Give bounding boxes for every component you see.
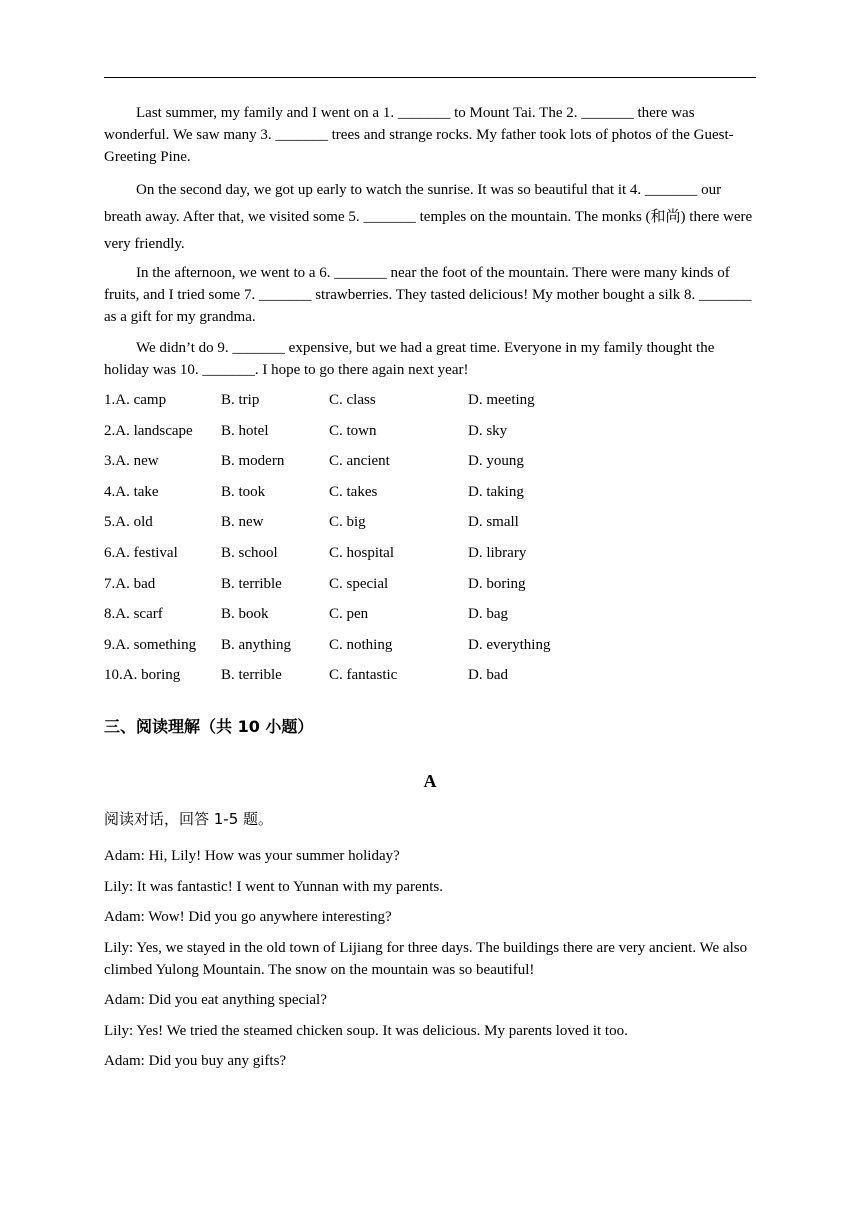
option-d: D. taking [468, 483, 524, 500]
option-row-5 [104, 509, 756, 540]
option-b: B. modern [221, 453, 285, 470]
dialogue-line: Lily: It was fantastic! I went to Yunnan with my parents. [104, 879, 443, 895]
option-c: C. takes [329, 483, 378, 500]
dialogue-line: Adam: Did you buy any gifts? [104, 1053, 287, 1069]
section-heading: 三、阅读理解（共 10 小题） [104, 717, 314, 736]
option-c: C. hospital [329, 544, 395, 561]
option-a: 10.A. boring [104, 667, 181, 684]
option-c: C. nothing [329, 636, 393, 653]
option-d: D. meeting [468, 392, 535, 408]
option-c: C. ancient [329, 453, 390, 470]
option-b: B. anything [221, 636, 291, 653]
passage-label: A [423, 771, 437, 791]
option-b: B. school [221, 544, 278, 561]
option-b: B. terrible [221, 667, 282, 684]
option-row-8 [104, 601, 756, 632]
option-d: D. small [468, 514, 519, 531]
option-a: 8.A. scarf [104, 606, 163, 623]
option-a: 3.A. new [104, 453, 159, 470]
option-row-9 [104, 632, 756, 663]
option-b: B. terrible [221, 575, 282, 592]
cloze-paragraph-1: Last summer, my family and I went on a 1. _______ to Mount Tai. The 2. _______ there was wonderful. We saw many 3. _______ trees and strange rocks. My father took lots of photos of the Guest-Greeting Pine. [104, 105, 734, 165]
option-a: 6.A. festival [104, 544, 178, 561]
cloze-paragraph-4: We didn’t do 9. _______ expensive, but we had a great time. Everyone in my family thought the holiday was 10. _______. I hope to go there again next year! [104, 340, 715, 378]
option-row-10 [104, 662, 756, 693]
option-a: 9.A. something [104, 636, 197, 653]
cloze-options [104, 387, 756, 693]
option-a: 4.A. take [104, 483, 159, 500]
header-rule [104, 77, 756, 78]
option-row-2 [104, 418, 756, 449]
dialogue-line: Lily: Yes, we stayed in the old town of Lijiang for three days. The buildings there are very ancient. We also climbed Yulong Mountain. The snow on the mountain was so beautiful! [104, 940, 748, 978]
option-d: D. bag [468, 606, 508, 623]
dialogue-line: Lily: Yes! We tried the steamed chicken soup. It was delicious. My parents loved it too. [104, 1023, 628, 1039]
option-a: 2.A. landscape [104, 422, 193, 439]
reading-instruction: 阅读对话，回答 1-5 题。 [104, 810, 274, 828]
cloze-paragraph-2: On the second day, we got up early to watch the sunrise. It was so beautiful that it 4. _______ our breath away. After that, we visited some 5. _______ temples on the mountain. The monks (和尚) there were very friendly. [104, 182, 753, 252]
option-d: D. library [468, 544, 527, 561]
option-c: C. pen [329, 606, 369, 623]
option-b: B. trip [221, 392, 260, 408]
option-c: C. big [329, 514, 366, 531]
option-d: D. boring [468, 575, 526, 592]
option-c: C. town [329, 422, 377, 439]
option-row-6 [104, 540, 756, 571]
option-c: C. special [329, 575, 389, 592]
option-row-1 [104, 387, 756, 418]
dialogue-line: Adam: Hi, Lily! How was your summer holiday? [104, 848, 400, 864]
option-b: B. book [221, 606, 269, 623]
option-a: 7.A. bad [104, 575, 156, 592]
option-row-4 [104, 479, 756, 510]
dialogue-line: Adam: Wow! Did you go anywhere interesting? [104, 909, 392, 925]
option-row-3 [104, 448, 756, 479]
option-row-7 [104, 571, 756, 602]
option-c: C. fantastic [329, 667, 398, 684]
option-d: D. everything [468, 636, 551, 653]
option-b: B. new [221, 514, 264, 531]
cloze-paragraph-3: In the afternoon, we went to a 6. _______ near the foot of the mountain. There were many kinds of fruits, and I tried some 7. _______ strawberries. They tasted delicious! My mother bought a silk 8. _______ as a gift for my grandma. [104, 265, 752, 325]
option-a: 1.A. camp [104, 392, 167, 408]
option-d: D. young [468, 453, 524, 470]
option-b: B. took [221, 483, 266, 500]
option-c: C. class [329, 392, 376, 408]
option-d: D. bad [468, 667, 508, 684]
option-d: D. sky [468, 422, 508, 439]
option-b: B. hotel [221, 422, 269, 439]
dialogue-line: Adam: Did you eat anything special? [104, 992, 327, 1008]
option-a: 5.A. old [104, 514, 153, 531]
